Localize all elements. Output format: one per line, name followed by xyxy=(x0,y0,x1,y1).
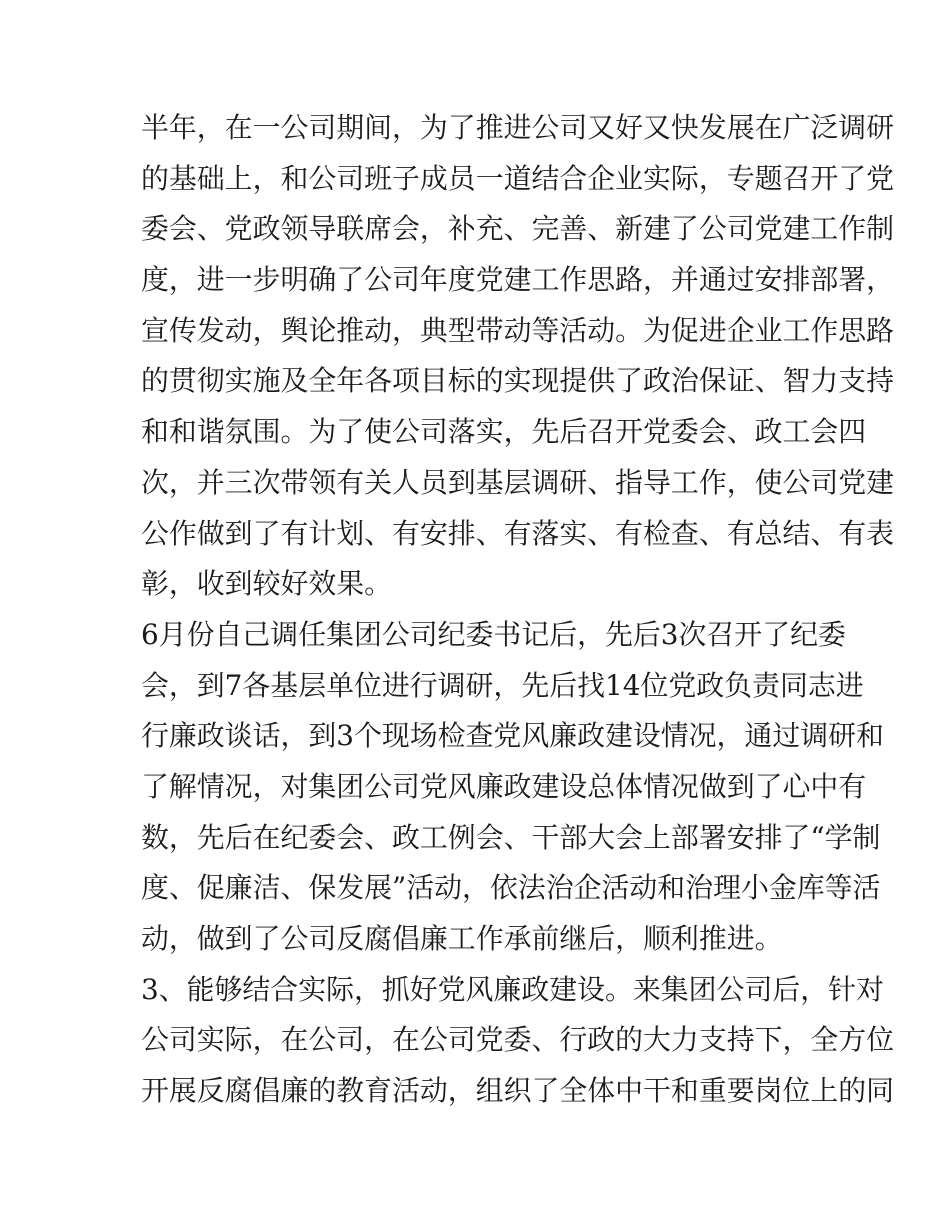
text-line: 6月份自己调任集团公司纪委书记后，先后3次召开了纪委 xyxy=(141,617,846,651)
text-line: 开展反腐倡廉的教育活动，组织了全体中干和重要岗位上的同 xyxy=(141,1074,895,1108)
document-page xyxy=(141,103,895,1117)
text-line: 公作做到了有计划、有安排、有落实、有检查、有总结、有表 xyxy=(141,516,895,550)
text-line: 动，做到了公司反腐倡廉工作承前继后，顺利推进。 xyxy=(141,922,783,955)
text-line: 委会、党政领导联席会，补充、完善、新建了公司党建工作制 xyxy=(141,212,895,246)
text-line: 的基础上，和公司班子成员一道结合企业实际，专题召开了党 xyxy=(141,161,895,195)
text-line: 度，进一步明确了公司年度党建工作思路，并通过安排部署， xyxy=(141,263,895,297)
text-line: 彰，收到较好效果。 xyxy=(141,567,393,601)
text-line: 的贯彻实施及全年各项目标的实现提供了政治保证、智力支持 xyxy=(141,364,895,398)
text-line: 行廉政谈话，到3个现场检查党风廉政建设情况，通过调研和 xyxy=(141,719,884,753)
text-line: 3、能够结合实际，抓好党风廉政建设。来集团公司后，针对 xyxy=(141,972,884,1006)
text-line: 和和谐氛围。为了使公司落实，先后召开党委会、政工会四 xyxy=(141,415,867,449)
text-line: 度、促廉洁、保发展”活动，依法治企活动和治理小金库等活 xyxy=(141,871,881,905)
text-line: 半年，在一公司期间，为了推进公司又好又快发展在广泛调研 xyxy=(141,111,895,144)
text-line: 宣传发动，舆论推动，典型带动等活动。为促进企业工作思路 xyxy=(141,313,895,347)
text-line: 会，到7各基层单位进行调研，先后找14位党政负责同志进 xyxy=(141,668,864,702)
text-line: 次，并三次带领有关人员到基层调研、指导工作，使公司党建 xyxy=(141,465,895,499)
text-line: 了解情况，对集团公司党风廉政建设总体情况做到了心中有 xyxy=(141,769,867,803)
text-line: 数，先后在纪委会、政工例会、干部大会上部署安排了“学制 xyxy=(141,820,881,854)
text-line: 公司实际，在公司，在公司党委、行政的大力支持下，全方位 xyxy=(141,1023,895,1057)
